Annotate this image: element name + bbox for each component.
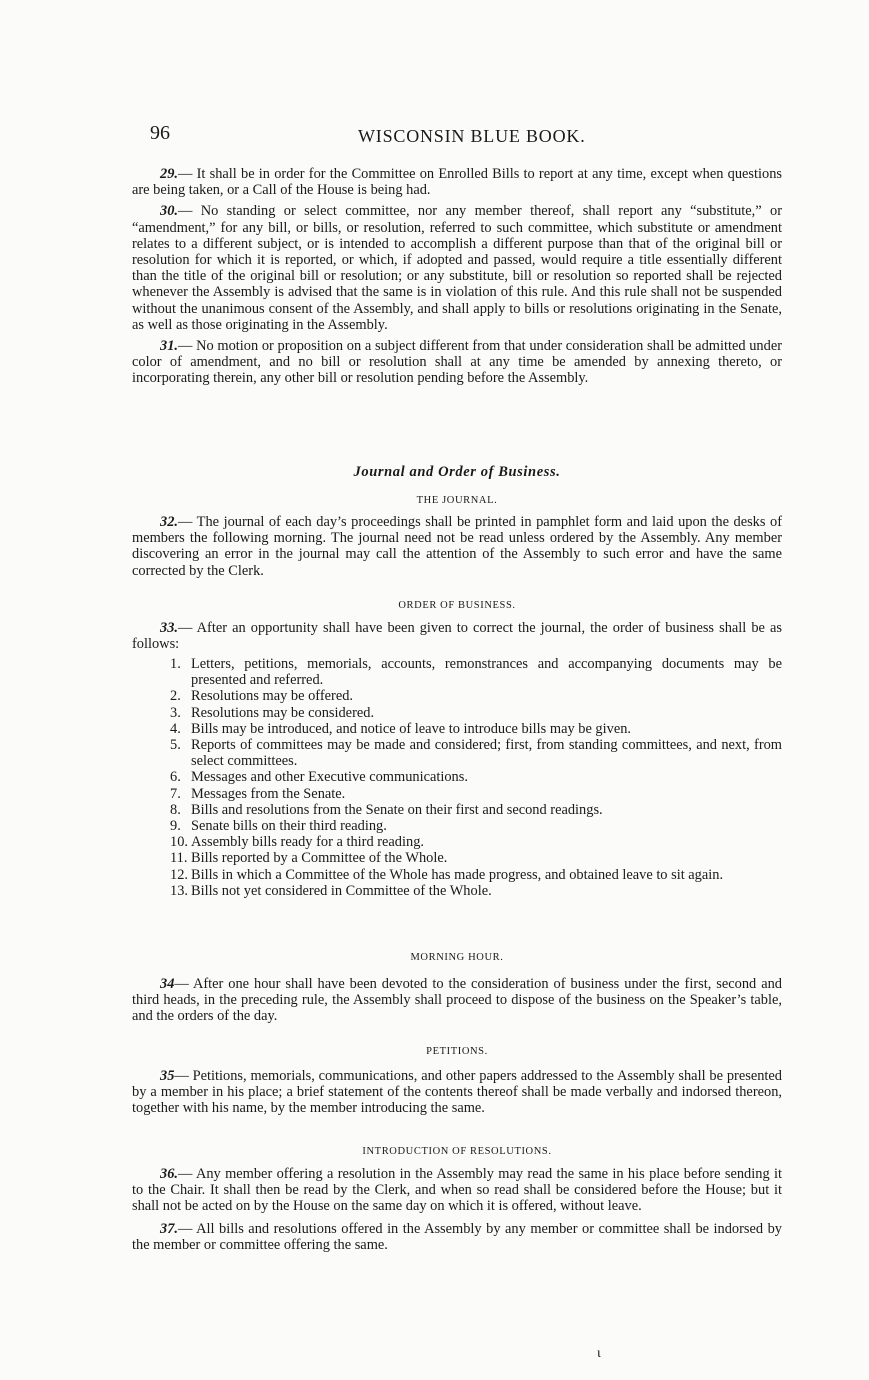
rule-34: [132, 976, 782, 1025]
rule-31: [132, 338, 782, 387]
rule-text: — The journal of each day’s proceedings shall be printed in pamphlet form and laid upon the desks of members the following morning. The journal need not be read unless ordered by the Assembly. Any member discovering an error in the journal may call the attention of the Assembly to such error and have the same corrected by the Clerk.: [132, 514, 782, 579]
rule-29: [132, 166, 782, 198]
rule-text: — All bills and resolutions offered in the Assembly by any member or committee shall be indorsed by the member or committee offering the same.: [132, 1220, 782, 1253]
list-item-text: Messages and other Executive communications.: [191, 769, 468, 786]
list-item-number: 3.: [170, 704, 181, 721]
rule-number: 37.: [160, 1220, 178, 1237]
rule-30: [132, 203, 782, 333]
running-title: WISCONSIN BLUE BOOK.: [358, 126, 586, 146]
list-item-number: 5.: [170, 737, 181, 754]
subheading-journal: THE JOURNAL.: [416, 495, 498, 506]
list-item-text: Bills reported by a Committee of the Whole.: [191, 850, 448, 867]
list-item: [132, 769, 782, 785]
list-item-text: Bills not yet considered in Committee of the Whole.: [191, 882, 492, 899]
rule-35: [132, 1068, 782, 1117]
rule-text: — Petitions, memorials, communications, and other papers addressed to the Assembly shall be presented by a member in his place; a brief statement of the contents thereof shall be made verbally and indorsed thereon, together with his name, by the member introducing the same.: [132, 1068, 782, 1117]
rule-number: 29.: [160, 166, 178, 182]
rule-32: [132, 514, 782, 579]
list-item-text: Resolutions may be considered.: [191, 704, 375, 721]
list-item-number: 9.: [170, 818, 181, 835]
list-item-number: 13.: [170, 882, 188, 899]
list-item: [132, 834, 782, 850]
list-item-text: Bills and resolutions from the Senate on their first and second readings.: [191, 801, 603, 818]
rule-36: [132, 1166, 782, 1215]
rules-29-31: [132, 166, 782, 387]
section-title: Journal and Order of Business.: [353, 464, 561, 480]
list-item: [132, 656, 782, 688]
list-item: [132, 688, 782, 704]
rule-text: — No motion or proposition on a subject different from that under consideration shall be admitted under color of amendment, and no bill or resolution shall at any time be amended by annexing thereto, or incorporating therein, any other bill or resolution pending before the Assembly.: [132, 338, 782, 387]
list-item-number: 4.: [170, 720, 181, 737]
subheading-introduction-of-resolutions: INTRODUCTION OF RESOLUTIONS.: [362, 1146, 552, 1157]
rule-text: — It shall be in order for the Committee on Enrolled Bills to report at any time, except when questions are being taken, or a Call of the House is being had.: [132, 166, 782, 199]
rule-number: 34: [160, 976, 175, 992]
list-item-number: 8.: [170, 801, 181, 818]
list-item: [132, 802, 782, 818]
list-item-text: Bills may be introduced, and notice of leave to introduce bills may be given.: [191, 720, 631, 737]
list-item: [132, 705, 782, 721]
rule-35-block: [132, 1068, 782, 1117]
rule-number: 32.: [160, 514, 178, 530]
list-item-text: Senate bills on their third reading.: [191, 818, 387, 835]
page-header: [150, 122, 610, 152]
rule-37: [132, 1221, 782, 1253]
rule-33: [132, 620, 782, 652]
list-item-text: Reports of committees may be made and considered; first, from standing committees, and next, from select committees.: [191, 737, 782, 770]
rule-number: 31.: [160, 338, 178, 355]
rule-number: 36.: [160, 1166, 178, 1182]
subheading-morning-hour: MORNING HOUR.: [410, 952, 504, 963]
list-item-number: 6.: [170, 769, 181, 786]
rule-34-block: [132, 976, 782, 1025]
list-item: [132, 737, 782, 769]
rule-text: — No standing or select committee, nor any member thereof, shall report any “substitute,” or “amendment,” for any bill, or bills, or resolution, referred to such committee, which substitute or amendment relates to a different subject, or is intended to accomplish a different purpose than that of the original bill or resolution for which it is reported, or which, if adopted and passed, would require a title essentially different than the title of the original bill or resolution; or any substitute, bill or resolution so reported shall be rejected whenever the Assembly is advised that the same is in violation of this rule. And this rule shall not be suspended without the unanimous consent of the Assembly, and shall apply to bills or resolutions originating in the Senate, as well as those originating in the Assembly.: [132, 203, 782, 333]
page-number: 96: [150, 122, 170, 144]
list-item-number: 12.: [170, 866, 188, 883]
rule-32-block: [132, 514, 782, 579]
list-item-text: Resolutions may be offered.: [191, 688, 353, 705]
list-item-number: 2.: [170, 688, 181, 705]
rule-text: — After one hour shall have been devoted to the consideration of business under the first, second and third heads, in the preceding rule, the Assembly shall proceed to dispose of the business on the Speaker’s table, and the orders of the day.: [132, 976, 782, 1025]
list-item-number: 7.: [170, 785, 181, 802]
list-item-text: Assembly bills ready for a third reading.: [191, 834, 424, 851]
list-item: [132, 818, 782, 834]
rules-36-37: [132, 1166, 782, 1253]
list-item-number: 11.: [170, 850, 188, 867]
order-of-business-list: [132, 656, 782, 899]
list-item: [132, 786, 782, 802]
subheading-petitions: PETITIONS.: [426, 1046, 488, 1057]
list-item-text: Messages from the Senate.: [191, 785, 346, 802]
list-item-number: 1.: [170, 656, 181, 672]
rule-number: 35: [160, 1068, 175, 1084]
list-item-number: 10.: [170, 834, 188, 851]
list-item-text: Bills in which a Committee of the Whole has made progress, and obtained leave to sit again.: [191, 866, 724, 883]
rule-text: — After an opportunity shall have been given to correct the journal, the order of business shall be as follows:: [132, 620, 782, 653]
ink-mark: ɩ: [597, 1346, 601, 1361]
rule-number: 33.: [160, 620, 178, 636]
list-item-text: Letters, petitions, memorials, accounts, remonstrances and accompanying documents may be presented and referred.: [191, 656, 782, 689]
rule-number: 30.: [160, 203, 178, 220]
rule-33-block: [132, 620, 782, 652]
list-item: [132, 883, 782, 899]
list-item: [132, 867, 782, 883]
subheading-order-of-business: ORDER OF BUSINESS.: [398, 600, 516, 611]
rule-text: — Any member offering a resolution in the Assembly may read the same in his place before sending it to the Chair. It shall then be read by the Clerk, and when so read shall be considered before the House; but it shall not be acted on by the House on the same day on which it is offered, without leave.: [132, 1166, 782, 1215]
list-item: [132, 850, 782, 866]
list-item: [132, 721, 782, 737]
